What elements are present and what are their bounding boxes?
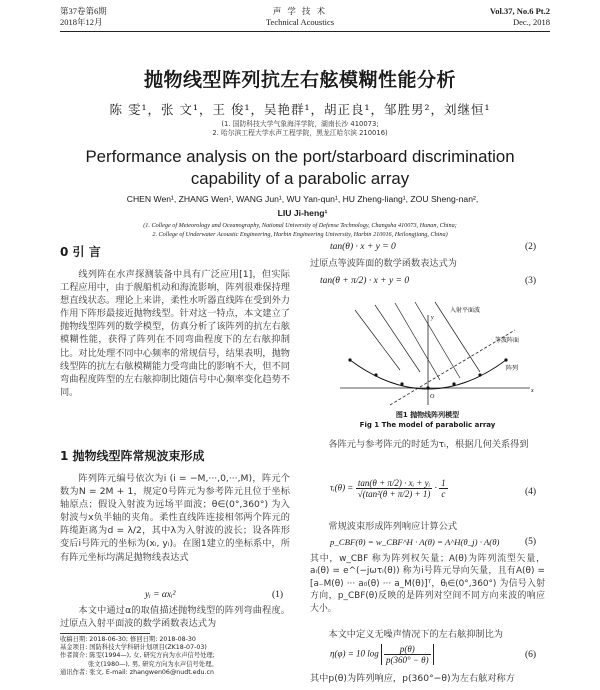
authors-en — [80, 192, 525, 220]
affiliation-cn-2: 2. 哈尔滨工程大学水声工程学院，黑龙江哈尔滨 210016) — [212, 129, 388, 137]
affiliation-cn-1: (1. 国防科技大学气象海洋学院，湖南长沙 410073; — [221, 120, 379, 128]
equation-6-intro-text: 本文中定义无噪声情况下的左右舷抑制比为 — [328, 629, 503, 640]
label-incident-wave: 入射平面波 — [450, 307, 481, 314]
incident-ray — [375, 305, 420, 372]
equation-1: yᵢ = αxᵢ² — [145, 590, 176, 600]
footnote — [60, 636, 290, 677]
title-en — [0, 146, 600, 190]
array-element — [452, 382, 455, 385]
equation-6: η(φ) = 10 log $\frac{p(\theta)}{p(360^\circ - \theta)}$ — [330, 644, 434, 665]
journal-volume-cn: 第37卷第6期 — [60, 6, 107, 16]
authors-en-line1: CHEN Wen¹, ZHANG Wen¹, WANG Jun¹, WU Yan-qun¹, HU Zheng-liang¹, ZOU Sheng-nan², — [126, 194, 479, 204]
footnote-author2: 张文(1980—), 男, 研究方向为水声信号处理。 — [88, 660, 218, 668]
equation-4-intro — [310, 438, 545, 451]
equation-4: τᵢ(θ) = $\frac{\text{tan(θ + π/2) · xᵢ + yᵢ}}{\text{√(tan²(θ + π/2) + 1)}}$ · $\frac{1}{c}$ — [330, 478, 446, 499]
section-1-paragraph: 阵列阵元编号依次为i (i = −M,···,0,···,M)，阵元个数为N = 2M + 1，规定0号阵元为参考阵元且位于坐标轴原点；假设入射波为远场平面波；θ∈(0°,360°) 为入射波与x负半轴的夹角。柔性直线阵连接相邻两个阵元的阵缆距离为d = λ/2，其中λ为入射波的波长；设各阵形变后i号阵元的坐标为(xᵢ, yᵢ)。在图1建立的坐标系中，所有阵元坐标均满足抛物线表达式 — [60, 473, 290, 563]
label-wavefront: 等波阵面 — [495, 337, 520, 344]
figure-parabolic-array — [330, 300, 540, 410]
intro-paragraph: 线列阵在水声探测装备中具有广泛应用[1]，但实际工程应用中，由于舰船机动和海流影响，阵列很难保持理想直线状态。理论上来讲，柔性水听器直线阵在受到外力作用下阵形最接近抛物线型。针对这一特点，本文建立了抛物线型阵列的数学模型，仿真分析了该阵列的抗左右舷模糊性能，获得了阵列在不同弯曲程度下的左右舷抑制比。对比处理不同中心频率的常规信号，结果表明，抛物线型阵的抗左右舷模糊能力受弯曲比的影响不大，但不同弯曲程度阵型的左右舷抑制比随信号中心频率变化趋势不同。 — [60, 269, 290, 398]
journal-volume-en: Vol.37, No.6 Pt.2 — [489, 6, 550, 16]
label-origin: O — [430, 394, 435, 400]
journal-name-cn: 声 学 技 术 — [272, 6, 328, 16]
section-1-body-2 — [60, 604, 290, 630]
authors-cn: 陈 雯¹，张 文¹，王 俊¹，吴艳群¹，胡正良¹，邹胜男²，刘继恒¹ — [109, 102, 491, 117]
equation-6-number: (6) — [525, 650, 537, 660]
section-0-heading: 0 引 言 — [60, 245, 101, 259]
array-element — [400, 382, 403, 385]
label-array: 阵列 — [506, 365, 519, 372]
affiliation-en-2: 2. College of Underwater Acoustic Engineering, Harbin Engineering University, Harbin 210016, Heilongjiang, China) — [152, 231, 448, 238]
incident-ray — [355, 310, 400, 370]
journal-date-en: Dec., 2018 — [512, 17, 550, 27]
equation-3: tan(θ + π/2) · x + y = 0 — [320, 276, 410, 286]
section-1-heading: 1 抛物线型阵常规波束形成 — [60, 449, 205, 463]
footnote-rule — [60, 633, 150, 634]
equation-2: tan(θ) · x + y = 0 — [330, 242, 396, 252]
header-left — [60, 6, 107, 28]
label-x: x — [531, 388, 534, 394]
title-cn: 抛物线型阵列抗左右舷模糊性能分析 — [143, 69, 456, 91]
journal-name-en: Technical Acoustics — [265, 17, 335, 27]
array-element — [478, 373, 481, 376]
figure-caption-en: Fig 1 The model of parabolic array — [359, 421, 496, 429]
header-rule — [60, 31, 550, 32]
equation-3-intro — [310, 257, 545, 270]
equation-1-number: (1) — [272, 590, 284, 600]
equation-2-number: (2) — [525, 242, 537, 252]
footnote-contact: 通讯作者: 张文, E-mail: zhangwen06@nudt.edu.cn — [60, 668, 215, 676]
equation-6-fraction: $\frac{p(\theta)}{p(360^\circ - \theta)}$ — [381, 644, 434, 665]
footnote-author1: 作者简介: 陈雯(1994—), 女, 研究方向为水声信号处理; — [60, 652, 215, 660]
section-1-paragraph-2: 本文中通过α的取值描述抛物线型的阵列弯曲程度。过原点入射平面波的数学函数表达式为 — [60, 605, 290, 630]
equation-5: p_CBF(θ) = w_CBF^H · A(θ) = A^H(θ_j) · A(θ) — [330, 537, 500, 547]
title-en-line1: Performance analysis on the port/starboard discrimination — [85, 147, 515, 166]
equation-4-intro-text: 各阵元与参考阵元的时延为τᵢ，根据几何关系得到 — [328, 439, 529, 450]
footnote-fund: 基金项目: 国防科技大学科研计划项目(ZK18-07-03) — [60, 644, 207, 652]
figure-caption — [310, 410, 545, 430]
array-element — [374, 373, 377, 376]
array-element — [426, 386, 429, 389]
array-element — [504, 358, 507, 361]
header-right — [490, 6, 550, 28]
equation-3-number: (3) — [525, 276, 537, 286]
title-en-line2: capability of a parabolic array — [190, 169, 410, 188]
equation-5-number: (5) — [525, 537, 537, 547]
equation-5-explanation — [310, 553, 545, 615]
label-y: y — [431, 315, 434, 321]
equation-5-explanation-text: 其中，w_CBF 称为阵列权矢量；A(θ)为阵列流型矢量，aᵢ(θ) = e^(−jωτᵢ(θ)) 称为i号阵元导向矢量，且有A(θ) = [a₋M(θ) ··· a₀(θ) ··· a_M(θ)]ᵀ，θⱼ∈(0°,360°) 为信号入射方向，p_CBF(θ)反映的是阵列对空间不同方向来波的响应大小。 — [310, 554, 545, 614]
equation-6-explanation — [310, 672, 545, 685]
equation-5-intro-text: 常规波束形成阵列响应计算公式 — [328, 521, 458, 532]
equation-3-intro-text: 过原点等波阵面的数学函数表达式为 — [310, 258, 457, 269]
array-element — [348, 358, 351, 361]
equation-4-fraction: $\frac{\text{tan(θ + π/2) · xᵢ + yᵢ}}{\text{√(tan²(θ + π/2) + 1)}}$ — [357, 478, 431, 499]
affiliation-en-1: (1. College of Meteorology and Oceanography, National University of Defense Technology, Changsha 410073, Hunan, China; — [143, 222, 457, 229]
equation-6-intro — [310, 628, 545, 641]
journal-date-cn: 2018年12月 — [60, 17, 103, 27]
equation-4-number: (4) — [525, 487, 537, 497]
footnote-received: 收稿日期: 2018-06-30; 修回日期: 2018-08-30 — [60, 636, 196, 643]
equation-5-intro — [310, 520, 545, 533]
section-0-body — [60, 268, 290, 399]
equation-6-explanation-text: 其中p(θ)为阵列响应，p(360°−θ)为左右舷对称方 — [310, 673, 515, 684]
authors-en-line2: LIU Ji-heng¹ — [277, 208, 328, 218]
header-center — [240, 6, 360, 28]
section-1-body — [60, 472, 290, 564]
figure-caption-cn: 图1 抛物线阵列模型 — [395, 411, 460, 419]
